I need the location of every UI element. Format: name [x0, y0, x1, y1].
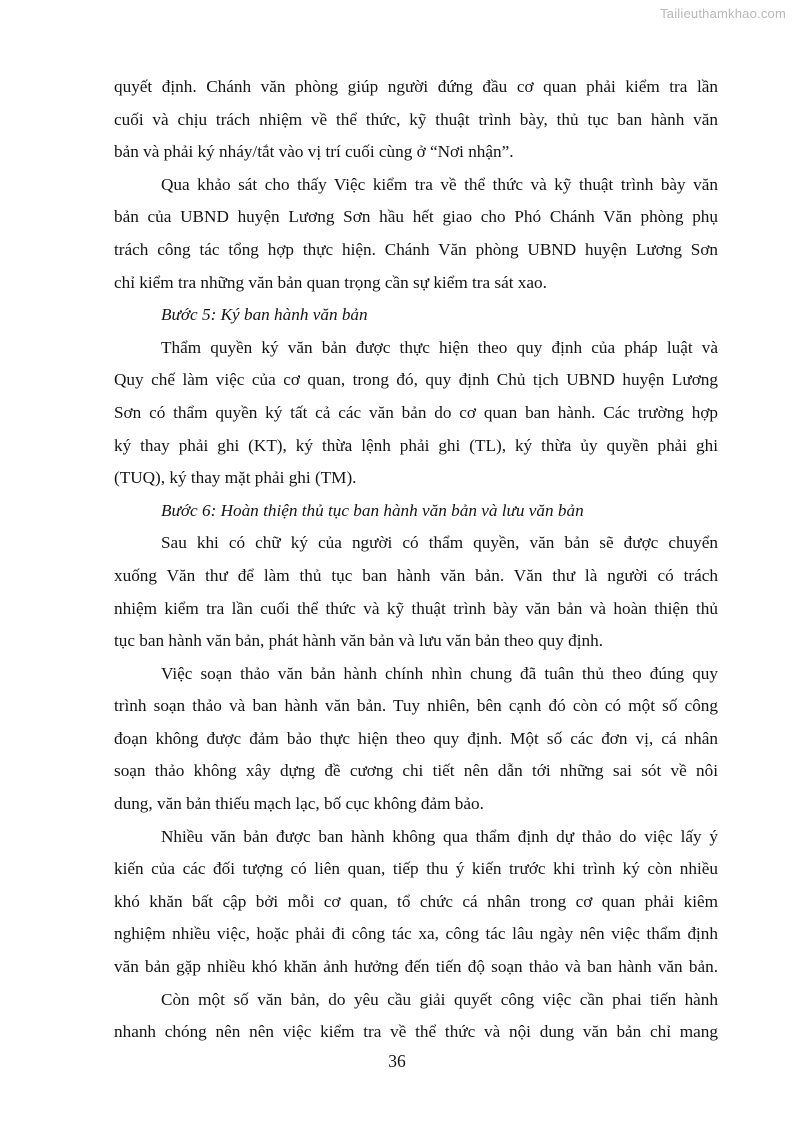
- text-line: Việc soạn thảo văn bản hành chính nhìn chung đã tuân thủ theo đúng quy: [161, 663, 718, 683]
- page-number: 36: [388, 1051, 406, 1071]
- text-line: Thẩm quyền ký văn bản được thực hiện theo quy định của pháp luật và: [161, 337, 718, 357]
- text-line: xuống Văn thư để làm thủ tục ban hành văn bản. Văn thư là người có trách: [114, 565, 718, 585]
- text-line: (TUQ), ký thay mặt phải ghi (TM).: [114, 468, 357, 488]
- text-line: Qua khảo sát cho thấy Việc kiểm tra về thể thức và kỹ thuật trình bày văn: [161, 174, 718, 194]
- text-line: trình soạn thảo và ban hành văn bản. Tuy nhiên, bên cạnh đó còn có một số công: [114, 696, 718, 716]
- text-line: đoạn không được đảm bảo thực hiện theo quy định. Một số các đơn vị, cá nhân: [114, 728, 718, 748]
- text-line: ký thay phải ghi (KT), ký thừa lệnh phải ghi (TL), ký thừa ủy quyền phải ghi: [114, 435, 718, 455]
- text-line: khó khăn bất cập bởi mỗi cơ quan, tổ chức cá nhân trong cơ quan phải kiêm: [114, 891, 718, 911]
- text-line: nhiệm kiểm tra lần cuối thể thức và kỹ thuật trình bày văn bản và hoàn thiện thủ: [114, 598, 718, 618]
- text-line: quyết định. Chánh văn phòng giúp người đứng đầu cơ quan phải kiểm tra lần: [114, 77, 718, 96]
- text-line: trách công tác tổng hợp thực hiện. Chánh Văn phòng UBND huyện Lương Sơn: [114, 239, 718, 259]
- text-line: Còn một số văn bản, do yêu cầu giải quyết công việc cần phai tiến hành: [161, 989, 718, 1009]
- step-6-heading: Bước 6: Hoàn thiện thủ tục ban hành văn bản và lưu văn bản: [161, 500, 584, 520]
- text-line: Nhiều văn bản được ban hành không qua thẩm định dự thảo do việc lấy ý: [161, 826, 718, 846]
- text-line: Quy chế làm việc của cơ quan, trong đó, quy định Chủ tịch UBND huyện Lương: [114, 370, 718, 390]
- text-line: tục ban hành văn bản, phát hành văn bản và lưu văn bản theo quy định.: [114, 631, 604, 651]
- text-line: nhanh chóng nên nên việc kiểm tra về thể thức và nội dung văn bản chỉ mang: [114, 1022, 718, 1042]
- text-line: bản và phải ký nháy/tắt vào vị trí cuối cùng ở “Nơi nhận”.: [114, 142, 514, 162]
- watermark-text: Tailieuthamkhao.com: [660, 6, 786, 21]
- text-line: kiến của các đối tượng có liên quan, tiếp thu ý kiến trước khi trình ký còn nhiều: [114, 859, 718, 879]
- text-line: chỉ kiểm tra những văn bản quan trọng cần sự kiểm tra sát xao.: [114, 272, 547, 292]
- text-line: soạn thảo không xây dựng đề cương chi tiết nên dẫn tới những sai sót về nôi: [114, 761, 718, 781]
- text-line: dung, văn bản thiếu mạch lạc, bố cục không đảm bảo.: [114, 794, 484, 814]
- step-5-heading: Bước 5: Ký ban hành văn bản: [161, 305, 368, 325]
- text-line: Sau khi có chữ ký của người có thẩm quyền, văn bản sẽ được chuyển: [161, 533, 718, 553]
- text-line: nghiệm nhiều việc, hoặc phải đi công tác xa, công tác lâu ngày nên việc thẩm định: [114, 924, 718, 944]
- document-body: [114, 71, 718, 1049]
- text-line: Sơn có thẩm quyền ký tất cả các văn bản do cơ quan ban hành. Các trường hợp: [114, 402, 718, 422]
- text-line: cuối và chịu trách nhiệm về thể thức, kỹ thuật trình bày, thủ tục ban hành văn: [114, 109, 718, 129]
- text-line: bản của UBND huyện Lương Sơn hầu hết giao cho Phó Chánh Văn phòng phụ: [114, 207, 718, 227]
- text-line: văn bản gặp nhiều khó khăn ảnh hưởng đến tiến độ soạn thảo và ban hành văn bản.: [114, 957, 718, 977]
